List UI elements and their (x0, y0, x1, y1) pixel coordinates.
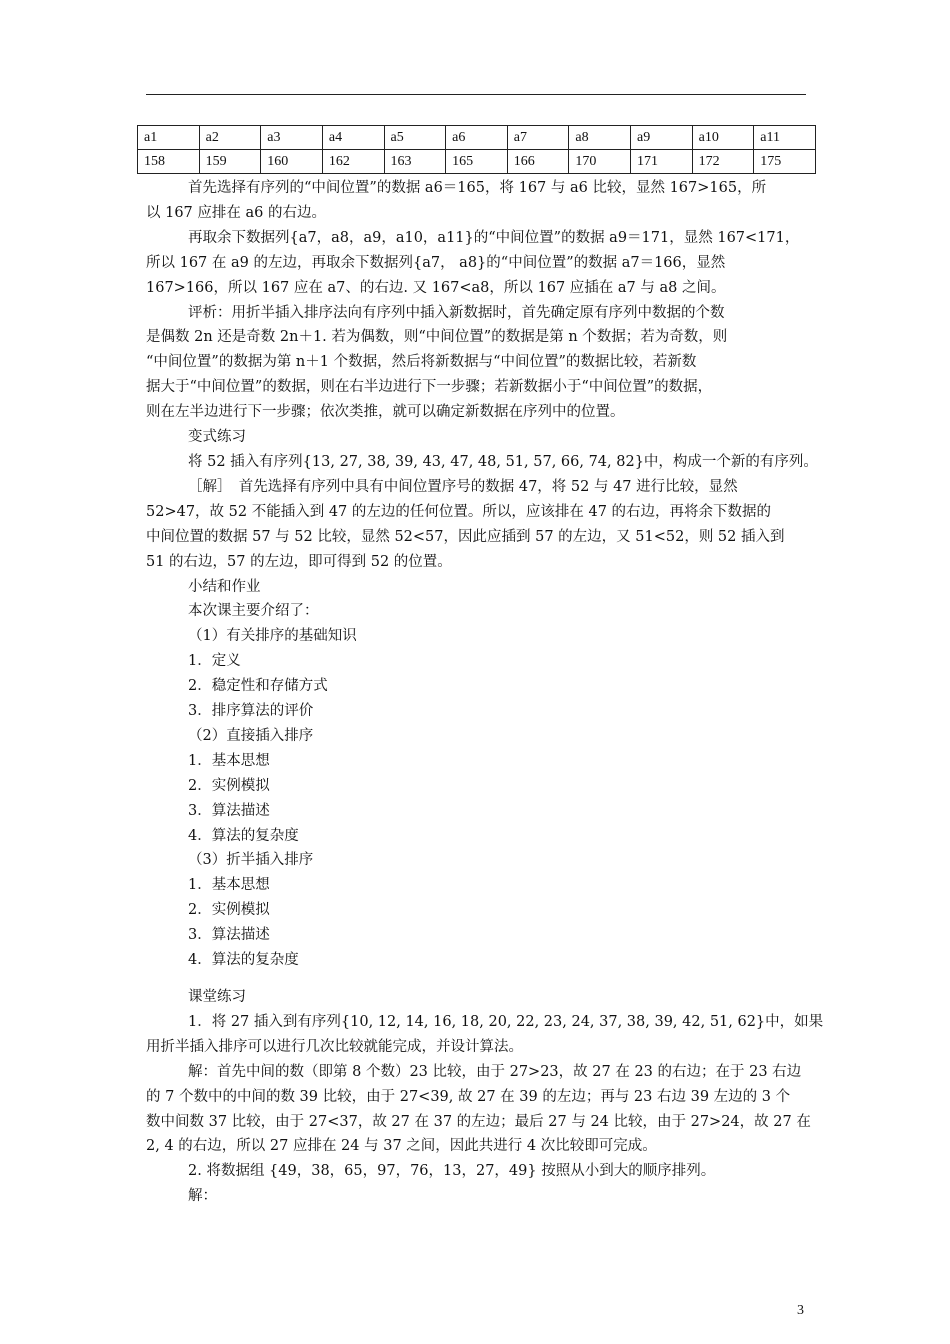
table-cell: a6 (446, 126, 508, 150)
text-line: 3．算法描述 (188, 802, 270, 819)
text-line: 3．算法描述 (188, 927, 270, 944)
text-line: 1．定义 (188, 653, 241, 670)
data-table (137, 125, 816, 174)
text-line: 本次课主要介绍了： (188, 603, 319, 620)
text-line: （2）直接插入排序 (188, 727, 314, 744)
table-cell: 171 (631, 150, 693, 174)
table-cell: 162 (322, 150, 384, 174)
text-line: 首先选择有序列的“中间位置”的数据 a6＝165，将 167 与 a6 比较，显然 167>165，所 (188, 180, 767, 196)
table-cell: 172 (692, 150, 754, 174)
table-cell: a11 (754, 126, 816, 150)
text-line: 解： (188, 1188, 217, 1205)
table-cell: a9 (631, 126, 693, 150)
table-cell: 160 (261, 150, 323, 174)
text-line: （3）折半插入排序 (188, 852, 314, 869)
table-cell: 163 (384, 150, 446, 174)
text-line: 1．基本思想 (188, 752, 270, 769)
text-line: 数中间数 37 比较，由于 27<37，故 27 在 37 的左边；最后 27 与 24 比较，由于 27>24，故 27 在 (146, 1113, 811, 1130)
text-line: 1．将 27 插入到有序列{10, 12, 14, 16, 18, 20, 22, 23, 24, 37, 38, 39, 42, 51, 62}中，如果 (188, 1013, 824, 1030)
text-line: 小结和作业 (188, 578, 261, 595)
page-number: 3 (797, 1303, 804, 1318)
text-line: ［解］ 首先选择有序列中具有中间位置序号的数据 47，将 52 与 47 进行比较，显然 (188, 478, 738, 495)
text-line: 中间位置的数据 57 与 52 比较，显然 52<57，因此应插到 57 的左边，又 51<52，则 52 插入到 (146, 528, 785, 545)
text-line: 2．实例模拟 (188, 902, 270, 919)
table-cell: a1 (138, 126, 200, 150)
text-line: 4．算法的复杂度 (188, 952, 299, 969)
text-line: 167>166，所以 167 应在 a7、的右边. 又 167<a8，所以 167 应插在 a7 与 a8 之间。 (146, 279, 726, 296)
table-cell: a3 (261, 126, 323, 150)
text-line: 52>47，故 52 不能插入到 47 的左边的任何位置。所以，应该排在 47 的右边，再将余下数据的 (146, 503, 772, 520)
table-cell: a5 (384, 126, 446, 150)
text-line: （1）有关排序的基础知识 (188, 628, 357, 645)
text-line: 则在左半边进行下一步骤；依次类推，就可以确定新数据在序列中的位置。 (146, 404, 625, 421)
table-cell: 165 (446, 150, 508, 174)
text-line: 3．排序算法的评价 (188, 703, 314, 720)
text-line: 2．稳定性和存储方式 (188, 678, 328, 695)
text-line: 2. 将数据组 {49，38，65，97，76，13，27，49} 按照从小到大的顺序排列。 (188, 1163, 716, 1180)
table-cell: a10 (692, 126, 754, 150)
text-line: 2．实例模拟 (188, 777, 270, 794)
text-line: 据大于“中间位置”的数据，则在右半边进行下一步骤；若新数据小于“中间位置”的数据， (146, 379, 713, 396)
text-line: 评析：用折半插入排序法向有序列中插入新数据时，首先确定原有序列中数据的个数 (188, 304, 725, 321)
text-line: 51 的右边，57 的左边，即可得到 52 的位置。 (146, 553, 452, 570)
text-line: 再取余下数据列{a7，a8，a9，a10，a11}的“中间位置”的数据 a9＝171，显然 167<171， (188, 229, 800, 246)
table-cell: 170 (569, 150, 631, 174)
text-line: 2, 4 的右边，所以 27 应排在 24 与 37 之间，因此共进行 4 次比较即可完成。 (146, 1138, 657, 1155)
blank-line (146, 973, 816, 985)
table-body (138, 126, 816, 174)
table-cell: 175 (754, 150, 816, 174)
text-line: 所以 167 在 a9 的左边，再取余下数据列{a7， a8}的“中间位置”的数据 a7＝166，显然 (146, 254, 726, 271)
table-row (138, 150, 816, 174)
text-line: “中间位置”的数据为第 n＋1 个数据，然后将新数据与“中间位置”的数据比较，若新数 (146, 354, 697, 371)
text-line: 4．算法的复杂度 (188, 827, 299, 844)
table-cell: 166 (507, 150, 569, 174)
text-line: 解：首先中间的数（即第 8 个数）23 比较，由于 27>23，故 27 在 23 的右边；在于 23 右边 (188, 1063, 802, 1080)
table-cell: a7 (507, 126, 569, 150)
table-cell: a4 (322, 126, 384, 150)
table-row (138, 126, 816, 150)
document-body (146, 176, 824, 1209)
text-line: 是偶数 2n 还是奇数 2n＋1. 若为偶数，则“中间位置”的数据是第 n 个数据；若为奇数，则 (146, 329, 728, 346)
text-line: 用折半插入排序可以进行几次比较就能完成，并设计算法。 (146, 1038, 523, 1055)
table-cell: 159 (199, 150, 261, 174)
text-line: 变式练习 (188, 429, 246, 446)
text-line: 课堂练习 (188, 989, 246, 1005)
text-line: 的 7 个数中的中间的数 39 比较，由于 27<39, 故 27 在 39 的左边；再与 23 右边 39 左边的 3 个 (146, 1088, 791, 1105)
table-cell: a2 (199, 126, 261, 150)
table-cell: a8 (569, 126, 631, 150)
text-line: 将 52 插入有序列{13, 27, 38, 39, 43, 47, 48, 51, 57, 66, 74, 82}中，构成一个新的有序列。 (188, 453, 818, 470)
header-rule (146, 94, 806, 95)
text-line: 以 167 应排在 a6 的右边。 (146, 204, 326, 221)
table-cell: 158 (138, 150, 200, 174)
text-line: 1．基本思想 (188, 877, 270, 894)
